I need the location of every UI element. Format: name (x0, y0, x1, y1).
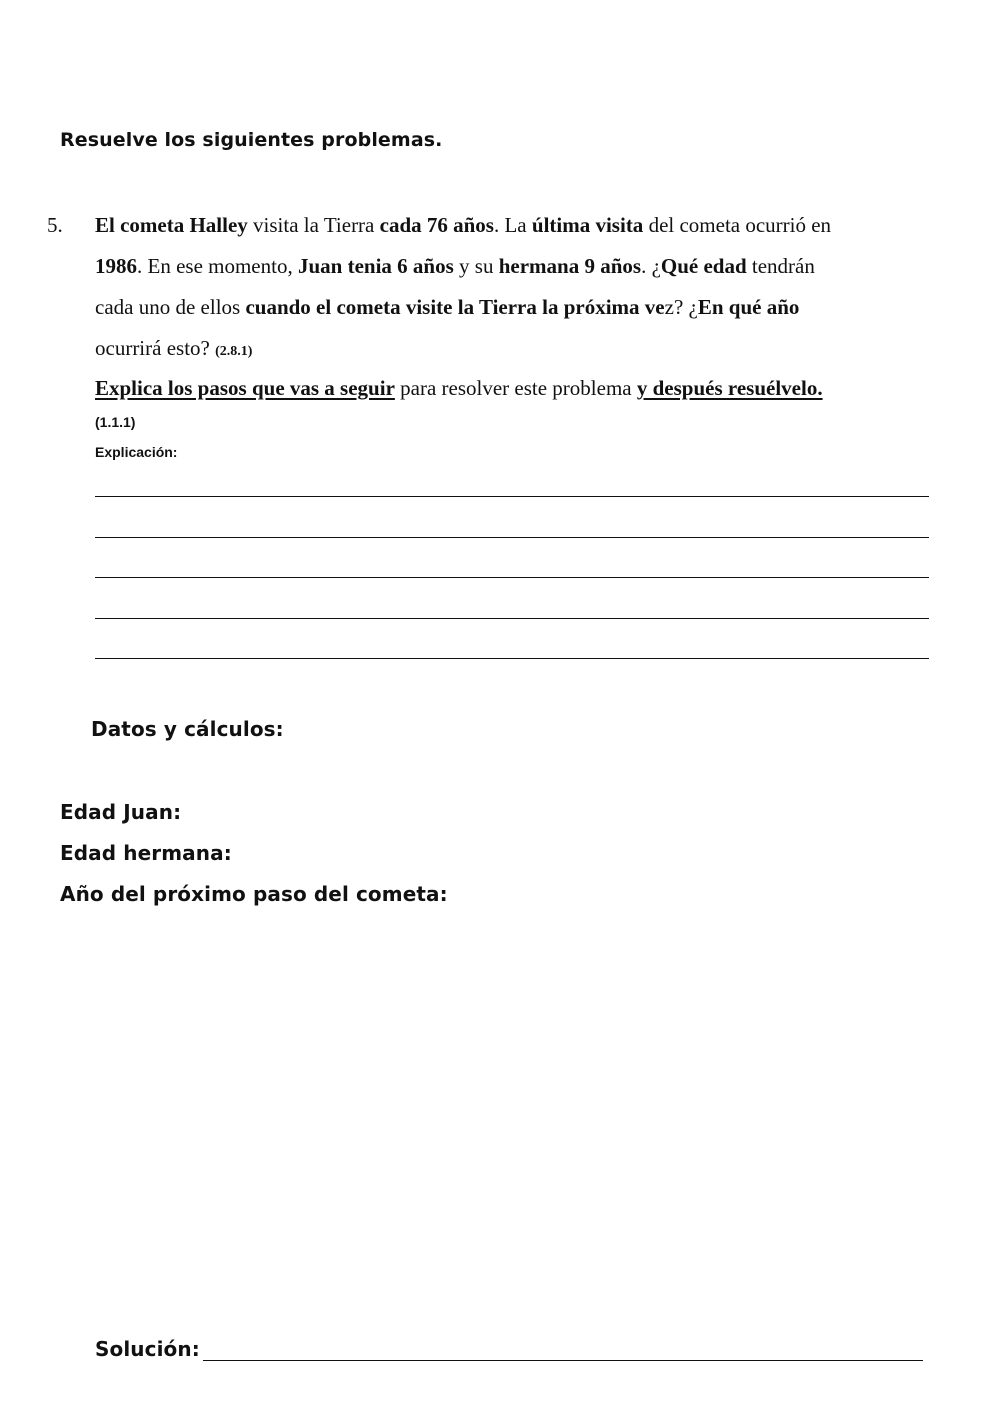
explanation-line-3[interactable] (95, 577, 929, 578)
skill-code: (1.1.1) (95, 414, 136, 430)
sister-age: hermana 9 años (498, 254, 642, 278)
problem-text-line-5: Explica los pasos que vas a seguir para resolver este problema y después resuélvelo. (95, 376, 823, 400)
problem-code: (2.8.1) (215, 344, 253, 359)
edad-juan-label: Edad Juan: (60, 800, 182, 824)
problem-text-line-4: ocurrirá esto? (2.8.1) (95, 336, 253, 360)
problem-number: 5. (47, 213, 63, 237)
explanation-label: Explicación: (95, 444, 178, 460)
data-calculations-heading: Datos y cálculos: (91, 717, 284, 741)
edad-hermana-label: Edad hermana: (60, 841, 232, 865)
problem-text-line-2: 1986. En ese momento, Juan tenia 6 años y su hermana 9 años. ¿Qué edad tendrán (95, 254, 815, 278)
instructions-heading: Resuelve los siguientes problemas. (60, 129, 443, 151)
problem-text-line-1: El cometa Halley visita la Tierra cada 76 años. La última visita del cometa ocurrió en (95, 213, 832, 237)
explanation-line-5[interactable] (95, 658, 929, 659)
last-visit-year: 1986 (95, 254, 137, 278)
solution-answer-line[interactable] (203, 1360, 923, 1361)
juan-age: Juan tenia 6 años (297, 254, 454, 278)
comet-period: cada 76 años (379, 213, 494, 237)
comet-name: El cometa Halley (95, 213, 248, 237)
explanation-line-4[interactable] (95, 618, 929, 619)
explanation-line-2[interactable] (95, 537, 929, 538)
solve-instruction: y después resuélvelo. (636, 376, 823, 400)
explanation-line-1[interactable] (95, 496, 929, 497)
explain-steps-instruction: Explica los pasos que vas a seguir (95, 376, 395, 400)
comet-year-label: Año del próximo paso del cometa: (60, 882, 448, 906)
solution-label: Solución: (95, 1337, 200, 1361)
problem-text-line-3: cada uno de ellos cuando el cometa visite la Tierra la próxima vez? ¿En qué año (95, 295, 800, 319)
